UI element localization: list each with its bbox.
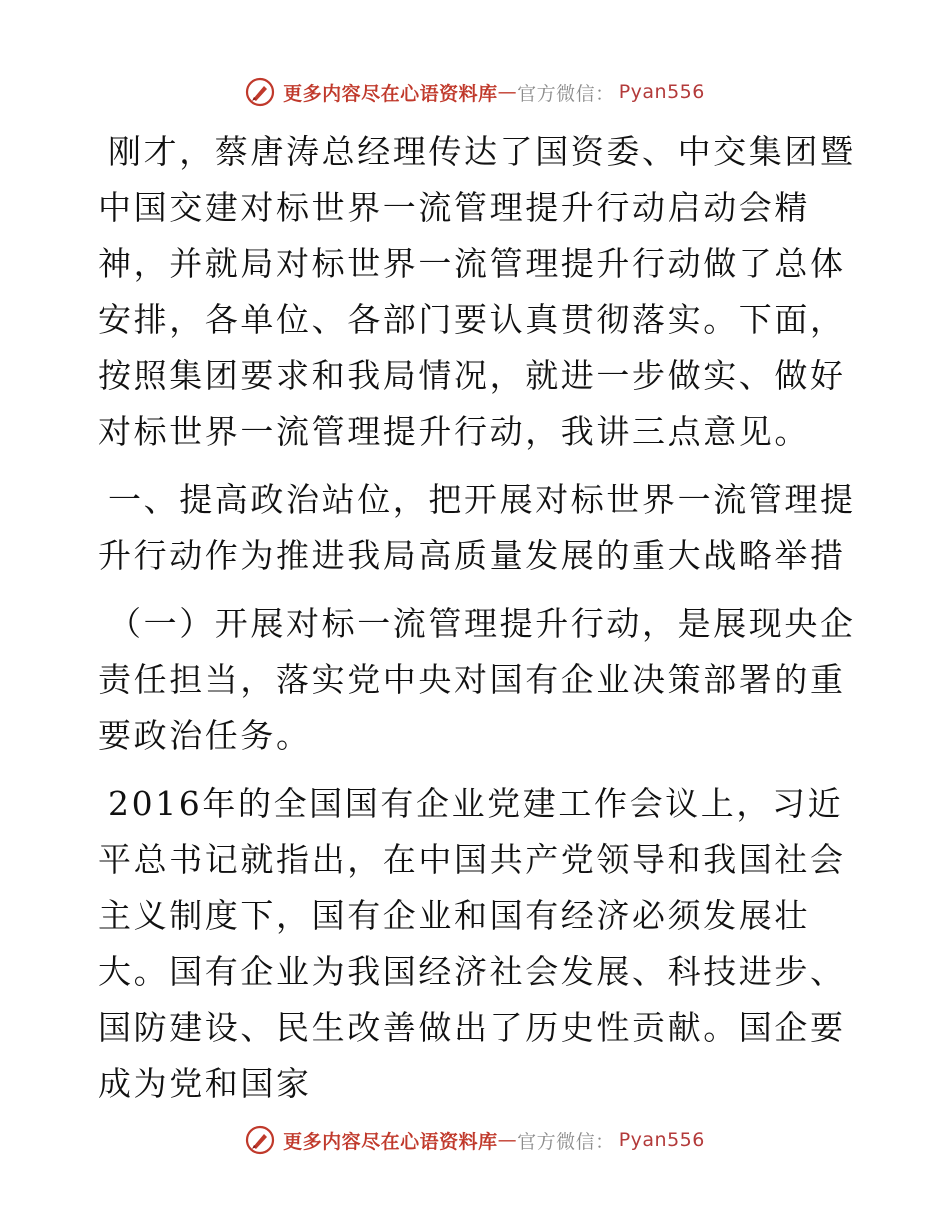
- footer-watermark: [0, 1122, 950, 1158]
- header-watermark: [0, 74, 950, 110]
- watermark-wechat-id: Pyan556: [618, 1129, 705, 1151]
- document-body: [98, 124, 858, 1124]
- paragraph-body: 2016年的全国国有企业党建工作会议上，习近平总书记就指出，在中国共产党领导和我国社会主义制度下，国有企业和国有经济必须发展壮大。国有企业为我国经济社会发展、科技进步、国防建设、民生改善做出了历史性贡献。国企要成为党和国家: [98, 784, 846, 1103]
- pen-logo-icon: [245, 77, 275, 107]
- watermark-sub-text: 官方微信：: [517, 82, 615, 105]
- watermark-dash: —: [497, 1129, 518, 1151]
- watermark-main-text: 更多内容尽在心语资料库: [283, 82, 498, 105]
- watermark-dash: —: [497, 81, 518, 103]
- subsection-heading-one: （一）开展对标一流管理提升行动，是展现央企责任担当，落实党中央对国有企业决策部署的重要政治任务。: [98, 604, 856, 755]
- paragraph-intro: 刚才，蔡唐涛总经理传达了国资委、中交集团暨中国交建对标世界一流管理提升行动启动会精神，并就局对标世界一流管理提升行动做了总体安排，各单位、各部门要认真贯彻落实。下面，按照集团要求和我局情况，就进一步做实、做好对标世界一流管理提升行动，我讲三点意见。: [98, 132, 856, 451]
- section-heading-one: 一、提高政治站位，把开展对标世界一流管理提升行动作为推进我局高质量发展的重大战略举措: [98, 480, 856, 575]
- watermark-main-text: 更多内容尽在心语资料库: [283, 1130, 498, 1153]
- pen-logo-icon: [245, 1125, 275, 1155]
- watermark-wechat-id: Pyan556: [618, 81, 705, 103]
- watermark-sub-text: 官方微信：: [517, 1130, 615, 1153]
